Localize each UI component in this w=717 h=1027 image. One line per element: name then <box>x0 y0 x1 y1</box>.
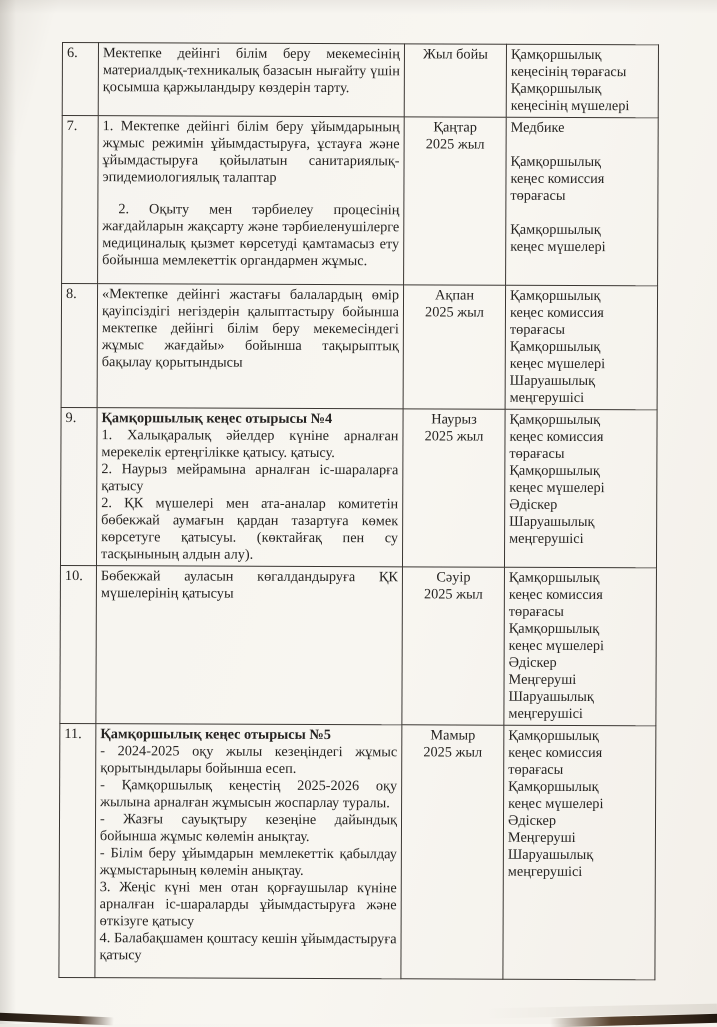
activity-paragraph: - Жазғы сауықтыру кезеңіне дайындық бойынша жұмыс көлемін анықтау. <box>99 811 398 845</box>
activity-paragraph: «Мектепке дейінгі жастағы балалардың өмір қауіпсіздігі негіздерін қалыптастыру бойынша мектепке дейінгі білім беру мекемесіндегі жұмыс жағдайы» бойынша тақырыптық бақылау қорытындысы <box>101 286 400 371</box>
activity-cell <box>96 408 403 567</box>
responsible-line: Қамқоршылық <box>509 462 600 480</box>
responsible-line: кеңес мүшелері <box>510 238 606 256</box>
row-number: 7. <box>66 118 78 135</box>
table-row <box>60 565 657 725</box>
responsible-line: Шаруашылық <box>507 846 594 864</box>
table-row <box>61 284 657 410</box>
activity-paragraph: - Білім беру ұйымдарын мемлекеттік қабылдау жұмыстарының көлемін анықтау. <box>99 845 397 879</box>
responsible-line: кеңес мүшелері <box>508 637 605 655</box>
row-number: 9. <box>65 410 77 427</box>
responsible-line: төрағасы <box>508 603 564 620</box>
responsible-line: кеңес комиссия <box>508 744 603 762</box>
row-number: 6. <box>66 45 78 62</box>
activity-paragraph: Мектепке дейінгі білім беру мекемесінің материалдық-техникалық базасын нығайту үшін қосымша қаржыландыру көздерін тарту. <box>102 45 400 97</box>
row-number-cell <box>59 723 96 977</box>
table-row <box>62 116 659 286</box>
activity-paragraph: 3. Жеңіс күні мен отан қорғаушылар күніне арналған іс-шараларды ұйымдастыруға және өткізуге қатысу <box>99 879 397 930</box>
activity-paragraph: 2. ҚК мүшелері мен ата-аналар комитетін бөбекжай аумағын қардан тазартуға көмек көрсетуге қатысуы. (көктайғақ пен су тасқынының алдын алу). <box>101 495 399 563</box>
responsible-line: төрағасы <box>509 321 565 338</box>
row-number-cell <box>60 407 97 565</box>
responsible-line: кеңес комиссия <box>509 304 604 322</box>
row-number: 10. <box>64 568 83 585</box>
responsible-line: меңгерушісі <box>508 705 583 723</box>
activity-paragraph: 2. Оқыту мен тәрбиелеу процесінің жағдайларын жақсарту және тәрбиеленушілерге медициналық қызмет көрсетуді қамтамасыз ету бойынша мемлекеттік органдармен жұмыс. <box>102 201 400 270</box>
period-cell <box>402 567 505 725</box>
activity-paragraph: - Қамқоршылық кеңестің 2025-2026 оқу жылына арналған жұмысын жоспарлау туралы. <box>100 777 398 812</box>
responsible-line: Медбике <box>510 119 565 136</box>
responsible-line: Әдіскер <box>507 812 557 829</box>
period-line: 2025 жыл <box>423 744 483 761</box>
activity-paragraph: Бөбекжай ауласын көгалдандыруға ҚК мүшелерінің қатысуы <box>100 568 398 602</box>
responsible-line: меңгерушісі <box>509 389 585 407</box>
responsible-line: кеңес комиссия <box>510 170 605 188</box>
row-number-cell <box>61 284 97 408</box>
row-number-cell <box>60 565 97 723</box>
responsible-line: төрағасы <box>510 187 566 204</box>
responsible-line: төрағасы <box>509 445 565 462</box>
activity-paragraph: 1. Халықаралық әйелдер күніне арналған мерекелік ертеңгілікке қатысу. қатысу. <box>101 427 399 462</box>
activity-title: Қамқоршылық кеңес отырысы №5 <box>100 726 331 744</box>
responsible-line: Шаруашылық <box>509 513 595 531</box>
responsible-line: кеңес мүшелері <box>509 355 606 373</box>
responsible-line: Шаруашылық <box>509 372 596 390</box>
activity-cell <box>98 43 404 117</box>
period-line: Сәуір <box>436 569 471 586</box>
table-row <box>60 407 657 567</box>
responsible-line: Қамқоршылық <box>508 620 600 638</box>
activity-cell <box>98 116 405 285</box>
responsible-cell <box>505 285 657 410</box>
responsible-line: Қамқоршылық <box>509 287 601 305</box>
responsible-cell <box>503 725 656 980</box>
row-number-cell <box>62 116 99 284</box>
table-row <box>62 43 658 118</box>
responsible-cell <box>506 44 658 118</box>
schedule-table <box>58 42 659 980</box>
row-number: 8. <box>66 286 77 303</box>
period-line: Жыл бойы <box>423 46 488 63</box>
responsible-line: кеңес мүшелері <box>509 479 605 497</box>
period-line: Мамыр <box>430 727 476 744</box>
responsible-line: кеңес мүшелері <box>508 795 604 813</box>
responsible-line: меңгерушісі <box>507 863 583 881</box>
scan-edge-bottom-right <box>550 1014 717 1027</box>
page-shadow-left <box>0 0 16 1024</box>
period-cell <box>403 285 505 409</box>
activity-paragraph: - 2024-2025 оқу жылы кезеңіндегі жұмыс қорытындылары бойынша есеп. <box>100 743 398 777</box>
activity-cell <box>97 284 403 409</box>
responsible-line: кеңес комиссия <box>509 428 604 446</box>
period-cell <box>401 725 504 979</box>
period-line: Наурыз <box>431 411 477 428</box>
activity-title: Қамқоршылық кеңес отырысы №4 <box>101 410 333 428</box>
activity-cell <box>96 566 403 725</box>
responsible-line: Әдіскер <box>508 654 557 671</box>
responsible-line: Шаруашылық <box>508 688 594 706</box>
responsible-line: Меңгеруші <box>507 829 576 846</box>
responsible-line <box>510 205 653 223</box>
responsible-line: Қамқоршылық <box>510 221 601 239</box>
responsible-line: Қамқоршылық <box>510 80 602 98</box>
responsible-cell <box>504 409 657 568</box>
responsible-line: кеңес комиссия <box>508 586 603 604</box>
responsible-line: Әдіскер <box>509 496 558 513</box>
row-number-cell <box>62 43 98 116</box>
period-line: 2025 жыл <box>425 304 484 321</box>
period-cell <box>402 409 505 567</box>
responsible-line: меңгерушісі <box>509 530 584 548</box>
activity-paragraph: 2. Наурыз мейрамына арналған іс-шараларға қатысу <box>101 461 399 495</box>
activity-paragraph: 4. Балабақшамен қоштасу кешін ұйымдастыруға қатысу <box>99 930 397 964</box>
page-shadow-top <box>0 0 717 14</box>
responsible-cell <box>504 567 657 726</box>
schedule-table-body <box>59 43 659 980</box>
responsible-line: Қамқоршылық <box>509 411 601 429</box>
responsible-line: кеңесінің мүшелері <box>510 97 630 115</box>
responsible-line: кеңесінің төрағасы <box>510 63 627 81</box>
table-row <box>59 723 656 979</box>
period-line: 2025 жыл <box>424 428 484 445</box>
activity-paragraph: 1. Мектепке дейінгі білім беру ұйымдарының жұмыс режимін ұйымдастыруға, ұстауға және ұйымдастыруға қойылатын санитариялық-эпидемиологиялық талаптар <box>102 118 400 186</box>
period-cell <box>404 117 507 285</box>
responsible-line: Меңгеруші <box>508 671 577 688</box>
responsible-line: Қамқоршылық <box>510 46 602 64</box>
responsible-line: төрағасы <box>508 761 564 778</box>
responsible-cell <box>506 117 659 286</box>
period-line: 2025 жыл <box>425 136 485 153</box>
responsible-line: Қамқоршылық <box>508 727 599 745</box>
responsible-line <box>511 137 654 155</box>
row-number: 11. <box>64 726 82 743</box>
responsible-line: Қамқоршылық <box>509 338 601 356</box>
responsible-line: Қамқоршылық <box>508 569 600 587</box>
period-line: 2025 жыл <box>423 586 483 603</box>
activity-cell <box>95 724 402 979</box>
period-line: Ақпан <box>435 287 475 304</box>
responsible-line: Қамқоршылық <box>510 153 602 171</box>
period-line: Қаңтар <box>433 119 477 136</box>
responsible-line: Қамқоршылық <box>508 778 599 796</box>
period-cell <box>404 44 506 117</box>
